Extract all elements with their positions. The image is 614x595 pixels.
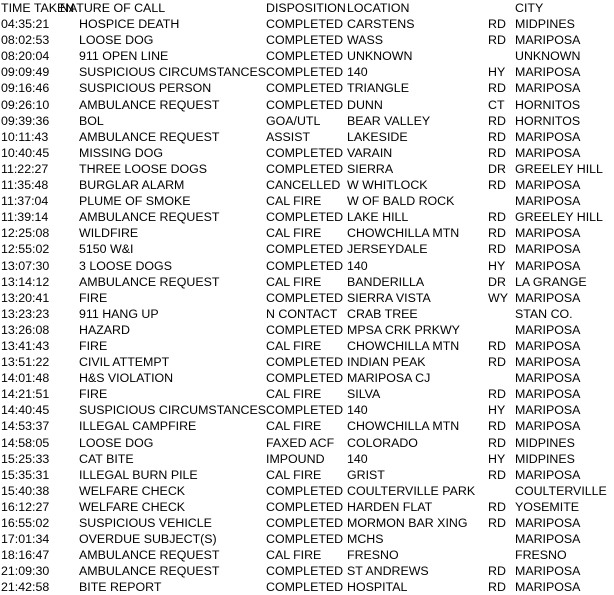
cell-time: 15:40:38 <box>1 483 50 498</box>
cell-time: 09:26:10 <box>1 97 50 112</box>
cell-disposition: COMPLETED <box>266 49 344 64</box>
cell-city: MARIPOSA <box>515 33 581 48</box>
cell-disposition: N CONTACT <box>266 306 338 321</box>
cell-nature: H&S VIOLATION <box>79 371 174 386</box>
table-row <box>0 386 614 402</box>
cell-disposition: COMPLETED <box>266 210 344 225</box>
table-row <box>0 64 614 80</box>
cell-disposition: COMPLETED <box>266 483 344 498</box>
cell-location: VARAIN <box>347 145 393 160</box>
table-row <box>0 467 614 483</box>
cell-location: SIERRA <box>347 161 394 176</box>
cell-street-suffix: RD <box>488 338 506 353</box>
cell-nature: AMBULANCE REQUEST <box>79 274 220 289</box>
cell-nature: AMBULANCE REQUEST <box>79 129 220 144</box>
cell-nature: FIRE <box>79 387 108 402</box>
cell-disposition: COMPLETED <box>266 242 344 257</box>
cell-nature: CAT BITE <box>79 451 134 466</box>
header-disposition: DISPOSITION <box>266 1 346 15</box>
cell-location: UNKNOWN <box>347 49 413 64</box>
cell-time: 12:55:02 <box>1 242 50 257</box>
cell-disposition: COMPLETED <box>266 145 344 160</box>
cell-time: 12:25:08 <box>1 226 50 241</box>
cell-street-suffix: HY <box>488 451 506 466</box>
cell-nature: AMBULANCE REQUEST <box>79 548 220 563</box>
cell-time: 21:42:58 <box>1 580 50 595</box>
cell-time: 14:01:48 <box>1 371 50 386</box>
cell-street-suffix: RD <box>488 145 506 160</box>
cell-location: CHOWCHILLA MTN <box>347 419 460 434</box>
cell-disposition: COMPLETED <box>266 322 344 337</box>
cell-city: MARIPOSA <box>515 194 581 209</box>
cell-street-suffix: RD <box>488 467 506 482</box>
cell-nature: HOSPICE DEATH <box>79 17 180 32</box>
cell-street-suffix: DR <box>488 161 506 176</box>
cell-street-suffix: WY <box>488 290 508 305</box>
table-row <box>0 290 614 306</box>
cell-nature: SUSPICIOUS CIRCUMSTANCES <box>79 65 267 80</box>
cell-time: 11:39:14 <box>1 210 49 225</box>
table-row <box>0 515 614 531</box>
cell-street-suffix: RD <box>488 210 506 225</box>
cell-location: ST ANDREWS <box>347 564 429 579</box>
cell-nature: HAZARD <box>79 322 130 337</box>
cell-street-suffix: RD <box>488 113 506 128</box>
cell-city: UNKNOWN <box>515 49 581 64</box>
cell-city: MIDPINES <box>515 435 575 450</box>
cell-disposition: CAL FIRE <box>266 548 322 563</box>
cell-time: 14:40:45 <box>1 403 50 418</box>
cell-disposition: COMPLETED <box>266 499 344 514</box>
cell-disposition: ASSIST <box>266 129 311 144</box>
cell-city: MARIPOSA <box>515 467 581 482</box>
cell-city: MARIPOSA <box>515 516 581 530</box>
cell-time: 21:09:30 <box>1 564 50 579</box>
cell-city: MARIPOSA <box>515 242 581 257</box>
cell-disposition: COMPLETED <box>266 403 344 418</box>
table-row <box>0 16 614 32</box>
table-row <box>0 48 614 64</box>
cell-time: 16:55:02 <box>1 516 50 530</box>
cell-street-suffix: RD <box>488 178 506 193</box>
cell-disposition: COMPLETED <box>266 81 344 96</box>
cell-street-suffix: RD <box>488 564 506 579</box>
cell-city: MARIPOSA <box>515 145 581 160</box>
cell-nature: AMBULANCE REQUEST <box>79 97 220 112</box>
cell-city: MARIPOSA <box>515 322 581 337</box>
cell-nature: PLUME OF SMOKE <box>79 194 191 209</box>
table-row <box>0 354 614 370</box>
cell-time: 15:25:33 <box>1 451 50 466</box>
cell-location: CARSTENS <box>347 17 415 32</box>
cell-time: 13:07:30 <box>1 258 50 273</box>
cell-location: 140 <box>347 451 368 466</box>
table-row <box>0 499 614 515</box>
table-row <box>0 563 614 579</box>
cell-time: 04:35:21 <box>1 17 50 32</box>
cell-city: GREELEY HILL <box>515 161 603 176</box>
cell-nature: ILLEGAL BURN PILE <box>79 467 198 482</box>
cell-location: FRESNO <box>347 548 399 563</box>
cell-location: HARDEN FLAT <box>347 499 433 514</box>
cell-location: LAKE HILL <box>347 210 409 225</box>
cell-street-suffix: RD <box>488 516 506 530</box>
cell-time: 09:39:36 <box>1 113 50 128</box>
cell-nature: ILLEGAL CAMPFIRE <box>79 419 197 434</box>
cell-location: W WHITLOCK <box>347 178 428 193</box>
cell-street-suffix: RD <box>488 355 506 370</box>
cell-nature: AMBULANCE REQUEST <box>79 210 220 225</box>
cell-nature: LOOSE DOG <box>79 33 154 48</box>
table-row <box>0 258 614 274</box>
cell-nature: AMBULANCE REQUEST <box>79 564 220 579</box>
table-row <box>0 483 614 499</box>
cell-nature: FIRE <box>79 338 108 353</box>
table-row <box>0 274 614 290</box>
cell-time: 14:53:37 <box>1 419 50 434</box>
cell-nature: FIRE <box>79 290 108 305</box>
cell-city: MARIPOSA <box>515 387 581 402</box>
cell-city: MARIPOSA <box>515 580 581 595</box>
cell-time: 11:37:04 <box>1 194 49 209</box>
cell-nature: LOOSE DOG <box>79 435 154 450</box>
cell-nature: 911 OPEN LINE <box>79 49 169 64</box>
cell-time: 13:26:08 <box>1 322 50 337</box>
cell-disposition: CAL FIRE <box>266 194 322 209</box>
cell-nature: CIVIL ATTEMPT <box>79 355 170 370</box>
header-time: TIME TAKEN <box>1 1 75 15</box>
cell-street-suffix: DR <box>488 274 506 289</box>
table-row <box>0 80 614 96</box>
cell-nature: THREE LOOSE DOGS <box>79 161 208 176</box>
cell-disposition: COMPLETED <box>266 290 344 305</box>
cell-disposition: CAL FIRE <box>266 419 322 434</box>
cell-city: MARIPOSA <box>515 258 581 273</box>
cell-time: 14:21:51 <box>1 387 50 402</box>
cell-disposition: FAXED ACF <box>266 435 335 450</box>
cell-location: COULTERVILLE PARK <box>347 483 476 498</box>
cell-disposition: COMPLETED <box>266 532 344 547</box>
table-row <box>0 161 614 177</box>
cell-disposition: CAL FIRE <box>266 387 322 402</box>
cell-location: SILVA <box>347 387 381 402</box>
cell-time: 13:20:41 <box>1 290 50 305</box>
header-location: LOCATION <box>347 1 410 15</box>
cell-disposition: COMPLETED <box>266 371 344 386</box>
header-row <box>0 0 614 16</box>
cell-location: MORMON BAR XING <box>347 516 468 530</box>
cell-location: COLORADO <box>347 435 418 450</box>
cell-street-suffix: HY <box>488 403 506 418</box>
cell-location: MPSA CRK PRKWY <box>347 322 460 337</box>
cell-street-suffix: RD <box>488 226 506 241</box>
cell-nature: 3 LOOSE DOGS <box>79 258 172 273</box>
cell-city: MARIPOSA <box>515 403 581 418</box>
cell-location: BANDERILLA <box>347 274 425 289</box>
cell-city: MIDPINES <box>515 17 575 32</box>
cell-city: YOSEMITE <box>515 499 580 514</box>
cell-disposition: COMPLETED <box>266 564 344 579</box>
cell-time: 10:11:43 <box>1 129 49 144</box>
cell-city: MARIPOSA <box>515 532 581 547</box>
cell-street-suffix: RD <box>488 129 506 144</box>
cell-disposition: COMPLETED <box>266 516 344 530</box>
cell-city: GREELEY HILL <box>515 210 603 225</box>
cell-city: MARIPOSA <box>515 290 581 305</box>
cell-disposition: CAL FIRE <box>266 274 322 289</box>
table-row <box>0 32 614 48</box>
cell-nature: MISSING DOG <box>79 145 163 160</box>
cell-time: 13:51:22 <box>1 355 50 370</box>
cell-disposition: COMPLETED <box>266 65 344 80</box>
cell-street-suffix: RD <box>488 435 506 450</box>
cell-street-suffix: RD <box>488 499 506 514</box>
cell-city: HORNITOS <box>515 97 581 112</box>
table-row <box>0 97 614 113</box>
table-body <box>0 16 614 595</box>
cell-street-suffix: RD <box>488 580 506 595</box>
cell-nature: BOL <box>79 113 104 128</box>
table-row <box>0 547 614 563</box>
cell-time: 09:09:49 <box>1 65 50 80</box>
cell-city: HORNITOS <box>515 113 581 128</box>
cell-disposition: CAL FIRE <box>266 467 322 482</box>
cell-nature: BURGLAR ALARM <box>79 178 185 193</box>
cell-location: MARIPOSA CJ <box>347 371 431 386</box>
cell-street-suffix: RD <box>488 33 506 48</box>
cell-location: DUNN <box>347 97 383 112</box>
cell-time: 14:58:05 <box>1 435 50 450</box>
cell-time: 11:22:27 <box>1 161 49 176</box>
cell-disposition: COMPLETED <box>266 161 344 176</box>
cell-time: 13:23:23 <box>1 306 50 321</box>
cell-time: 16:12:27 <box>1 499 50 514</box>
cell-time: 11:35:48 <box>1 178 49 193</box>
cell-time: 08:02:53 <box>1 33 50 48</box>
cell-city: COULTERVILLE <box>515 483 607 498</box>
cell-street-suffix: CT <box>488 97 505 112</box>
table-row <box>0 531 614 547</box>
cell-location: SIERRA VISTA <box>347 290 431 305</box>
cell-street-suffix: RD <box>488 17 506 32</box>
cell-location: 140 <box>347 65 368 80</box>
cell-location: HOSPITAL <box>347 580 408 595</box>
cell-nature: WELFARE CHECK <box>79 483 186 498</box>
table-row <box>0 145 614 161</box>
cell-nature: SUSPICIOUS CIRCUMSTANCES <box>79 403 267 418</box>
cell-time: 13:41:43 <box>1 338 50 353</box>
cell-location: LAKESIDE <box>347 129 408 144</box>
table-row <box>0 241 614 257</box>
cell-city: MARIPOSA <box>515 371 581 386</box>
table-row <box>0 322 614 338</box>
cell-city: MARIPOSA <box>515 355 581 370</box>
table-row <box>0 402 614 418</box>
cell-location: GRIST <box>347 467 385 482</box>
table-row <box>0 338 614 354</box>
cell-time: 18:16:47 <box>1 548 50 563</box>
cell-disposition: COMPLETED <box>266 17 344 32</box>
cell-city: FRESNO <box>515 548 567 563</box>
cell-nature: OVERDUE SUBJECT(S) <box>79 532 217 547</box>
cell-disposition: COMPLETED <box>266 355 344 370</box>
cell-disposition: COMPLETED <box>266 33 344 48</box>
table-row <box>0 418 614 434</box>
cell-street-suffix: RD <box>488 242 506 257</box>
cell-nature: SUSPICIOUS VEHICLE <box>79 516 212 530</box>
cell-city: MARIPOSA <box>515 226 581 241</box>
table-row <box>0 193 614 209</box>
cell-city: LA GRANGE <box>515 274 587 289</box>
cell-location: INDIAN PEAK <box>347 355 426 370</box>
cell-nature: BITE REPORT <box>79 580 162 595</box>
cell-location: CRAB TREE <box>347 306 418 321</box>
cell-street-suffix: HY <box>488 65 506 80</box>
cell-disposition: CAL FIRE <box>266 338 322 353</box>
cell-street-suffix: RD <box>488 81 506 96</box>
cell-city: STAN CO. <box>515 306 573 321</box>
table-row <box>0 113 614 129</box>
cell-disposition: COMPLETED <box>266 258 344 273</box>
cell-city: MARIPOSA <box>515 419 581 434</box>
cell-location: 140 <box>347 403 368 418</box>
cell-location: W OF BALD ROCK <box>347 194 455 209</box>
cell-location: JERSEYDALE <box>347 242 428 257</box>
cell-time: 13:14:12 <box>1 274 50 289</box>
cell-location: MCHS <box>347 532 384 547</box>
cell-time: 09:16:46 <box>1 81 50 96</box>
cell-nature: 911 HANG UP <box>79 306 159 321</box>
table-row <box>0 209 614 225</box>
cell-city: MARIPOSA <box>515 338 581 353</box>
table-row <box>0 370 614 386</box>
cell-disposition: COMPLETED <box>266 580 344 595</box>
cell-street-suffix: RD <box>488 419 506 434</box>
cell-location: WASS <box>347 33 384 48</box>
cell-location: 140 <box>347 258 368 273</box>
cell-nature: WELFARE CHECK <box>79 499 186 514</box>
cell-disposition: CAL FIRE <box>266 226 322 241</box>
cell-disposition: IMPOUND <box>266 451 325 466</box>
cell-location: CHOWCHILLA MTN <box>347 338 460 353</box>
cell-city: MARIPOSA <box>515 81 581 96</box>
cell-time: 08:20:04 <box>1 49 50 64</box>
cell-city: MIDPINES <box>515 451 575 466</box>
cell-time: 10:40:45 <box>1 145 50 160</box>
cell-city: MARIPOSA <box>515 178 581 193</box>
cell-city: MARIPOSA <box>515 65 581 80</box>
cell-disposition: CANCELLED <box>266 178 341 193</box>
table-row <box>0 177 614 193</box>
header-nature: NATURE OF CALL <box>60 1 166 15</box>
cell-nature: WILDFIRE <box>79 226 139 241</box>
table-row <box>0 225 614 241</box>
table-row <box>0 435 614 451</box>
cell-city: MARIPOSA <box>515 564 581 579</box>
cell-location: TRIANGLE <box>347 81 409 96</box>
cell-street-suffix: HY <box>488 258 506 273</box>
table-row <box>0 129 614 145</box>
cell-time: 15:35:31 <box>1 467 50 482</box>
cell-time: 17:01:34 <box>1 532 50 547</box>
table-row <box>0 306 614 322</box>
cell-nature: 5150 W&I <box>79 242 134 257</box>
cell-disposition: COMPLETED <box>266 97 344 112</box>
cell-city: MARIPOSA <box>515 129 581 144</box>
cell-location: BEAR VALLEY <box>347 113 431 128</box>
cell-location: CHOWCHILLA MTN <box>347 226 460 241</box>
cell-street-suffix: RD <box>488 387 506 402</box>
header-city: CITY <box>515 1 544 15</box>
cell-disposition: GOA/UTL <box>266 113 321 128</box>
table-row <box>0 451 614 467</box>
cell-nature: SUSPICIOUS PERSON <box>79 81 212 96</box>
